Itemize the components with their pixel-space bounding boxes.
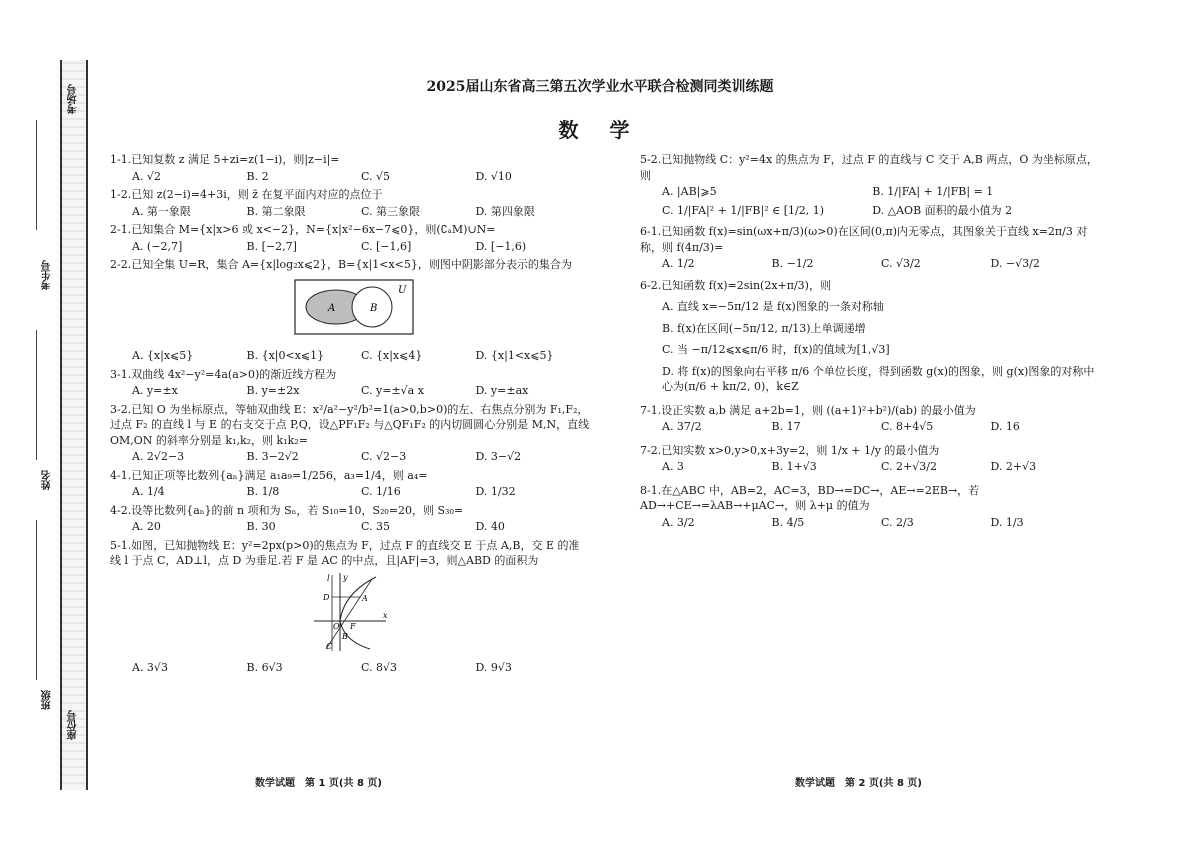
fill-line bbox=[36, 330, 37, 460]
option-b: B. f(x)在区间(−5π/12, π/13)上单调递增 bbox=[662, 321, 866, 335]
option-a: A. 37/2 bbox=[662, 420, 702, 433]
label-a: A bbox=[362, 593, 368, 603]
option-d: D. 40 bbox=[475, 520, 505, 533]
question-stem: 4-1.已知正项等比数列{aₙ}满足 a₁a₉=1/256，a₃=1/4，则 a₄= bbox=[110, 468, 428, 482]
question-stem: 6-1.已知函数 f(x)=sin(ωx+π/3)(ω>0)在区间(0,π)内无零点，其图象关于直线 x=2π/3 对称，则 f(4π/3)= bbox=[640, 225, 1088, 254]
name-label: 姓名 bbox=[42, 470, 53, 490]
option-c: C. 1/|FA|² + 1/|FB|² ∈ [1/2, 1) bbox=[662, 203, 825, 217]
option-c: C. [−1,6] bbox=[361, 239, 412, 253]
option-a: A. 直线 x=−5π/12 是 f(x)图象的一条对称轴 bbox=[662, 300, 884, 313]
question-7-1 bbox=[640, 403, 1100, 435]
option-c: C. √3/2 bbox=[881, 257, 921, 270]
option-b: B. 1/8 bbox=[246, 485, 280, 498]
option-d: D. 第四象限 bbox=[475, 204, 535, 218]
option-a: A. {x|x⩽5} bbox=[132, 349, 194, 362]
label-o: O bbox=[333, 621, 340, 631]
venn-label-u: U bbox=[398, 284, 407, 296]
option-d: D. 2+√3 bbox=[990, 460, 1037, 473]
question-stem: 3-2.已知 O 为坐标原点，等轴双曲线 E：x²/a²−y²/b²=1(a>0,b>0)的左、右焦点分别为 F₁,F₂，过点 F₂ 的直线 l 与 E 的右支交于点 P,Q，设△PF₁F₂ 与△QF₁F₂ 的内切圆圆心分别是 M,N，直线 OM,ON 的斜率分别是 k₁,k₂，则 k₁k₂= bbox=[110, 402, 590, 447]
question-stem: 1-2.已知 z(2−i)=4+3i，则 z̄ 在复平面内对应的点位于 bbox=[110, 188, 383, 201]
option-b: B. 1/|FA| + 1/|FB| = 1 bbox=[872, 185, 994, 198]
question-7-2 bbox=[640, 443, 1100, 475]
option-c: C. √2−3 bbox=[361, 450, 407, 463]
question-stem: 6-2.已知函数 f(x)=2sin(2x+π/3)，则 bbox=[640, 278, 831, 292]
option-a: A. 1/4 bbox=[132, 485, 165, 498]
question-stem: 5-2.已知抛物线 C：y²=4x 的焦点为 F，过点 F 的直线与 C 交于 A,B 两点，O 为坐标原点，则 bbox=[640, 153, 1098, 182]
option-b: B. [−2,7] bbox=[246, 239, 297, 253]
question-stem: 1-1.已知复数 z 满足 5+zi=z(1−i)，则|z−i|= bbox=[110, 153, 340, 166]
question-stem: 7-1.设正实数 a,b 满足 a+2b=1，则 ((a+1)²+b²)/(ab) 的最小值为 bbox=[640, 403, 976, 417]
label-f: F bbox=[350, 621, 356, 631]
question-stem: 5-1.如图，已知抛物线 E：y²=2px(p>0)的焦点为 F，过点 F 的直线交 E 于点 A,B，交 E 的准线 l 于点 C，AD⊥l，点 D 为垂足.若 F 是 AC 的中点，且|AF|=3，则△ABD 的面积为 bbox=[110, 538, 580, 567]
right-column bbox=[640, 152, 1100, 533]
binding-margin bbox=[60, 60, 88, 790]
option-b: B. 6√3 bbox=[246, 661, 283, 674]
option-b: B. y=±2x bbox=[246, 384, 300, 397]
seat-label-bottom: 座位号 bbox=[68, 710, 79, 740]
question-5-1 bbox=[110, 538, 590, 676]
option-c: C. 8+4√5 bbox=[881, 420, 934, 433]
question-stem: 3-1.双曲线 4x²−y²=4a(a>0)的渐近线方程为 bbox=[110, 367, 337, 381]
label-x: x bbox=[383, 610, 388, 620]
option-b: B. 4/5 bbox=[771, 515, 805, 529]
question-8-1 bbox=[640, 483, 1100, 531]
option-a: A. 20 bbox=[132, 520, 161, 533]
option-d: D. [−1,6) bbox=[475, 239, 527, 253]
question-6-1 bbox=[640, 224, 1100, 272]
venn-label-b: B bbox=[370, 302, 378, 314]
question-4-2 bbox=[110, 503, 590, 535]
option-d: D. 9√3 bbox=[475, 661, 512, 674]
option-c: C. 8√3 bbox=[361, 661, 398, 674]
option-b: B. 1+√3 bbox=[771, 460, 817, 473]
label-d: D bbox=[323, 592, 330, 602]
option-c: C. 35 bbox=[361, 520, 391, 533]
option-d: D. 16 bbox=[990, 420, 1020, 433]
label-l: l bbox=[327, 573, 330, 583]
label-c: C bbox=[326, 641, 333, 651]
question-stem: 2-1.已知集合 M={x|x>6 或 x<−2}，N={x|x²−6x−7⩽0}，则(∁ₐM)∪N= bbox=[110, 223, 496, 236]
seat-label-top: 考场号 bbox=[68, 84, 79, 114]
option-a: A. 3 bbox=[662, 460, 684, 473]
venn-label-a: A bbox=[328, 302, 336, 314]
page-footer-left: 数学试题 第 1 页(共 8 页) bbox=[255, 778, 382, 789]
question-stem: 8-1.在△ABC 中，AB=2，AC=3，BD→=DC→，AE→=2EB→，若 AD→+CE→=λAB→+μAC→，则 λ+μ 的值为 bbox=[640, 483, 980, 512]
page-footer-right: 数学试题 第 2 页(共 8 页) bbox=[795, 778, 922, 789]
option-c: C. 1/16 bbox=[361, 485, 401, 498]
parabola-figure bbox=[310, 571, 390, 653]
option-d: D. √10 bbox=[475, 169, 512, 183]
option-b: B. 第二象限 bbox=[246, 204, 306, 218]
question-3-1 bbox=[110, 367, 590, 399]
option-d: D. y=±ax bbox=[475, 384, 529, 397]
question-4-1 bbox=[110, 468, 590, 500]
exam-title: 2025届山东省高三第五次学业水平联合检测同类训练题 bbox=[426, 79, 774, 95]
option-d: D. 3−√2 bbox=[475, 450, 522, 463]
option-c: C. 第三象限 bbox=[361, 204, 421, 218]
class-label: 班级 bbox=[42, 690, 53, 710]
option-b: B. 3−2√2 bbox=[246, 450, 299, 463]
option-b: B. −1/2 bbox=[771, 257, 814, 270]
option-b: B. 30 bbox=[246, 520, 276, 533]
option-d: D. {x|1<x⩽5} bbox=[475, 349, 554, 362]
fill-line bbox=[36, 520, 37, 680]
question-stem: 7-2.已知实数 x>0,y>0,x+3y=2，则 1/x + 1/y 的最小值为 bbox=[640, 443, 940, 457]
option-c: C. 当 −π/12⩽x⩽π/6 时，f(x)的值域为[1,√3] bbox=[662, 343, 890, 356]
question-stem: 2-2.已知全集 U=R，集合 A={x|log₂x⩽2}，B={x|1<x<5}，则图中阴影部分表示的集合为 bbox=[110, 258, 572, 271]
question-stem: 4-2.设等比数列{aₙ}的前 n 项和为 Sₙ，若 S₁₀=10，S₂₀=20，则 S₃₀= bbox=[110, 503, 464, 517]
question-3-2 bbox=[110, 402, 590, 465]
option-c: C. 2+√3/2 bbox=[881, 460, 937, 473]
option-c: C. √5 bbox=[361, 169, 391, 183]
option-d: D. △AOB 面积的最小值为 2 bbox=[872, 203, 1013, 217]
option-a: A. 1/2 bbox=[662, 257, 695, 270]
option-a: A. 3/2 bbox=[662, 515, 695, 529]
option-b: B. 17 bbox=[771, 420, 801, 433]
option-a: A. 2√2−3 bbox=[132, 450, 185, 463]
option-c: C. {x|x⩽4} bbox=[361, 349, 423, 362]
option-a: A. 第一象限 bbox=[132, 204, 191, 218]
left-column bbox=[110, 152, 590, 679]
subject-title: 数 学 bbox=[558, 118, 642, 142]
label-y: y bbox=[343, 572, 348, 582]
option-d: D. 1/3 bbox=[990, 515, 1024, 529]
option-a: A. (−2,7] bbox=[132, 239, 183, 253]
question-5-2 bbox=[640, 152, 1100, 218]
question-1-1 bbox=[110, 152, 590, 184]
option-c: C. 2/3 bbox=[881, 515, 914, 529]
question-6-2 bbox=[640, 278, 1100, 395]
option-d: D. 将 f(x)的图象向右平移 π/6 个单位长度，得到函数 g(x)的图象，则 g(x)图象的对称中心为(π/6 + kπ/2, 0)，k∈Z bbox=[662, 364, 1095, 393]
fill-line bbox=[36, 120, 37, 230]
option-c: C. y=±√a x bbox=[361, 384, 424, 397]
option-a: A. y=±x bbox=[132, 384, 178, 397]
option-a: A. 3√3 bbox=[132, 661, 168, 674]
question-1-2 bbox=[110, 187, 590, 219]
question-2-2 bbox=[110, 257, 590, 364]
option-a: A. √2 bbox=[132, 169, 161, 183]
question-2-1 bbox=[110, 222, 590, 254]
candidate-number-label: 考生号 bbox=[42, 260, 53, 290]
venn-diagram bbox=[294, 279, 414, 335]
label-b: B bbox=[342, 631, 348, 641]
option-d: D. −√3/2 bbox=[990, 257, 1040, 270]
option-b: B. {x|0<x⩽1} bbox=[246, 349, 325, 362]
option-d: D. 1/32 bbox=[475, 485, 516, 498]
option-a: A. |AB|⩾5 bbox=[662, 185, 717, 198]
option-b: B. 2 bbox=[246, 169, 269, 183]
